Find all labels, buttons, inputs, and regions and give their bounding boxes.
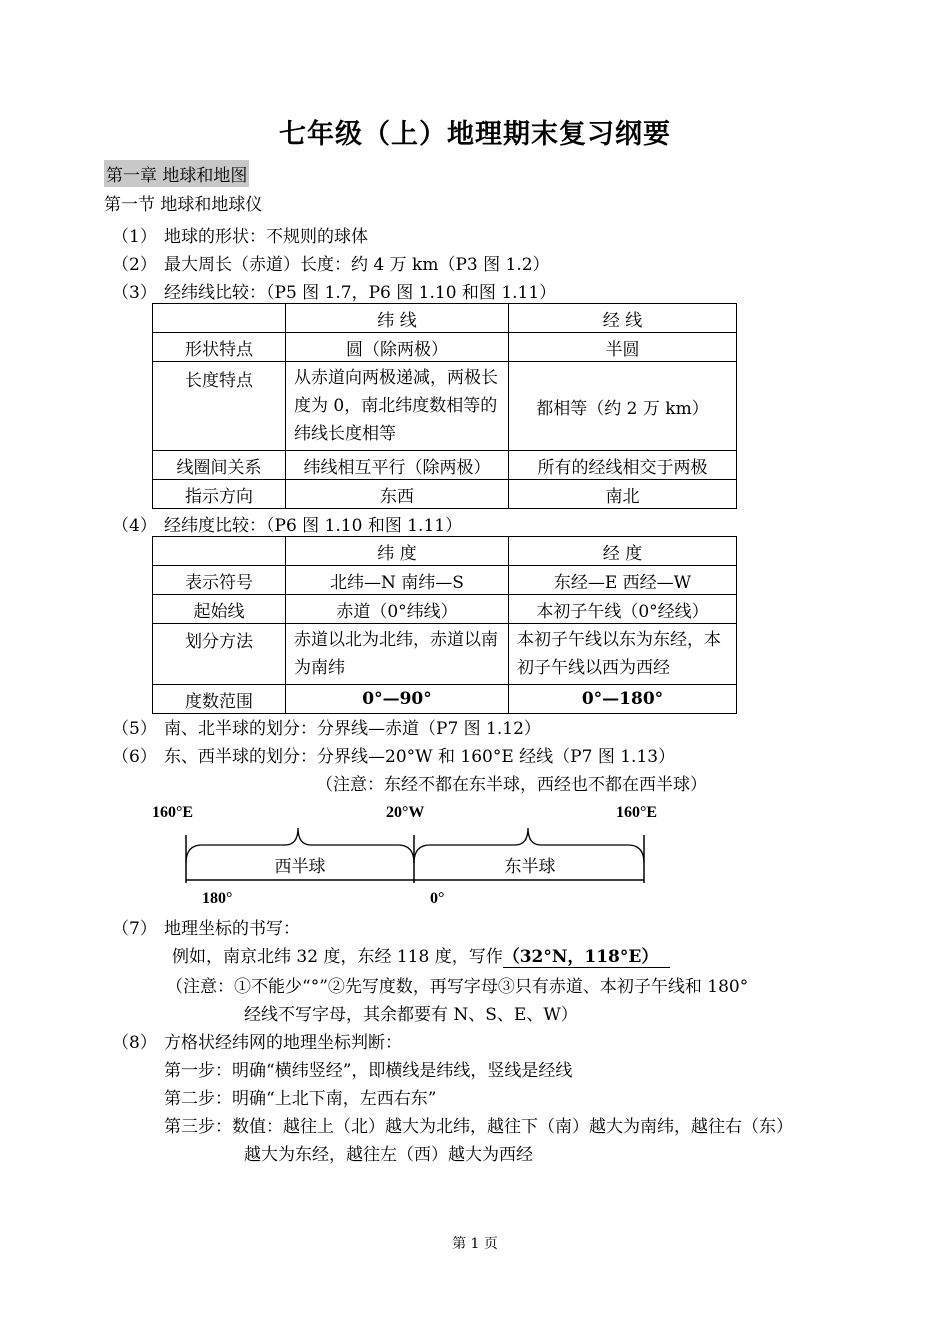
example-text: 例如，南京北纬 32 度，东经 118 度，写作 bbox=[172, 947, 503, 967]
item-text: 经纬线比较：（P5 图 1.7，P6 图 1.10 和图 1.11） bbox=[164, 283, 557, 303]
label-180: 180° bbox=[202, 890, 233, 907]
chapter-heading: 第一章 地球和地图 bbox=[104, 160, 249, 187]
step-3-line-1: 第三步：数值：越往上（北）越大为北纬，越往下（南）越大为南纬，越往右（东） bbox=[164, 1117, 793, 1137]
latitude-longitude-lines-table bbox=[152, 303, 737, 509]
table-row bbox=[153, 624, 737, 685]
longitude-line-cell: 半圆 bbox=[509, 333, 737, 362]
table-header-cell: 经 度 bbox=[509, 537, 737, 566]
west-hemisphere-label: 西半球 bbox=[274, 857, 326, 877]
step-2: 第二步：明确“上北下南，左西右东” bbox=[164, 1089, 437, 1109]
item-number: （3） bbox=[112, 283, 157, 303]
row-label: 长度特点 bbox=[153, 362, 286, 451]
item-text: 最大周长（赤道）长度：约 4 万 km（P3 图 1.2） bbox=[164, 255, 550, 275]
item-7 bbox=[112, 914, 300, 939]
item-7-example bbox=[172, 942, 670, 967]
latitude-degree-cell: 0°—90° bbox=[286, 685, 509, 714]
item-number: （4） bbox=[112, 516, 157, 536]
label-0: 0° bbox=[430, 890, 445, 907]
table-header-cell: 纬 度 bbox=[286, 537, 509, 566]
table-header-row bbox=[153, 537, 737, 566]
table-header-row bbox=[153, 304, 737, 333]
item-6-note: （注意：东经不都在东半球，西经也不都在西半球） bbox=[316, 775, 707, 795]
latitude-line-cell: 纬线相互平行（除两极） bbox=[286, 451, 509, 480]
row-label: 起始线 bbox=[153, 595, 286, 624]
hemisphere-division-diagram bbox=[140, 795, 700, 915]
item-text: 经纬度比较：（P6 图 1.10 和图 1.11） bbox=[164, 516, 463, 536]
latitude-line-cell: 圆（除两极） bbox=[286, 333, 509, 362]
example-coordinate: （32°N，118°E） bbox=[503, 947, 671, 968]
table-row bbox=[153, 566, 737, 595]
latitude-degree-cell: 赤道以北为北纬，赤道以南为南纬 bbox=[286, 624, 509, 685]
item-number: （8） bbox=[112, 1033, 157, 1053]
item-number: （2） bbox=[112, 255, 157, 275]
label-20w: 20°W bbox=[386, 804, 425, 821]
item-text: 地球的形状：不规则的球体 bbox=[164, 227, 368, 247]
table-row bbox=[153, 480, 737, 509]
longitude-degree-cell: 东经—E 西经—W bbox=[509, 566, 737, 595]
table-row bbox=[153, 333, 737, 362]
page-title: 七年级（上）地理期末复习纲要 bbox=[279, 119, 671, 150]
section-heading: 第一节 地球和地球仪 bbox=[104, 195, 263, 215]
item-6 bbox=[112, 742, 675, 767]
item-text: 南、北半球的划分：分界线—赤道（P7 图 1.12） bbox=[164, 719, 541, 739]
longitude-line-cell: 所有的经线相交于两极 bbox=[509, 451, 737, 480]
item-number: （5） bbox=[112, 719, 157, 739]
table-row bbox=[153, 451, 737, 480]
longitude-line-cell: 都相等（约 2 万 km） bbox=[509, 362, 737, 451]
latitude-degree-cell: 赤道（0°纬线） bbox=[286, 595, 509, 624]
row-label: 度数范围 bbox=[153, 685, 286, 714]
row-label: 形状特点 bbox=[153, 333, 286, 362]
table-row bbox=[153, 595, 737, 624]
latitude-degree-cell: 北纬—N 南纬—S bbox=[286, 566, 509, 595]
item-number: （7） bbox=[112, 919, 157, 939]
item-4 bbox=[112, 511, 462, 536]
item-7-note-line-1: （注意：①不能少“°”②先写度数，再写字母③只有赤道、本初子午线和 180° bbox=[166, 977, 749, 997]
latitude-line-cell: 从赤道向两极递减，两极长度为 0，南北纬度数相等的纬线长度相等 bbox=[286, 362, 509, 451]
item-1 bbox=[112, 222, 368, 247]
longitude-line-cell: 南北 bbox=[509, 480, 737, 509]
table-header-cell: 纬 线 bbox=[286, 304, 509, 333]
item-5 bbox=[112, 714, 541, 739]
row-label: 划分方法 bbox=[153, 624, 286, 685]
longitude-degree-cell: 本初子午线（0°经线） bbox=[509, 595, 737, 624]
table-row bbox=[153, 685, 737, 714]
item-number: （6） bbox=[112, 747, 157, 767]
table-row bbox=[153, 362, 737, 451]
table-header-cell bbox=[153, 304, 286, 333]
longitude-degree-cell: 0°—180° bbox=[509, 685, 737, 714]
item-number: （1） bbox=[112, 227, 157, 247]
table-header-cell: 经 线 bbox=[509, 304, 737, 333]
item-text: 东、西半球的划分：分界线—20°W 和 160°E 经线（P7 图 1.13） bbox=[164, 747, 676, 767]
row-label: 表示符号 bbox=[153, 566, 286, 595]
row-label: 线圈间关系 bbox=[153, 451, 286, 480]
item-3 bbox=[112, 278, 556, 303]
item-text: 地理坐标的书写： bbox=[164, 919, 300, 939]
row-label: 指示方向 bbox=[153, 480, 286, 509]
label-160e-right: 160°E bbox=[616, 804, 658, 821]
item-text: 方格状经纬网的地理坐标判断： bbox=[164, 1033, 402, 1053]
step-3-line-2: 越大为东经，越往左（西）越大为西经 bbox=[244, 1145, 533, 1165]
item-2 bbox=[112, 250, 550, 275]
item-8 bbox=[112, 1028, 402, 1053]
table-header-cell bbox=[153, 537, 286, 566]
page-number: 第 1 页 bbox=[452, 1236, 498, 1252]
latitude-longitude-degrees-table bbox=[152, 536, 737, 714]
item-7-note-line-2: 经线不写字母，其余都要有 N、S、E、W） bbox=[244, 1005, 578, 1025]
step-1: 第一步：明确“横纬竖经”，即横线是纬线，竖线是经线 bbox=[164, 1061, 573, 1081]
latitude-line-cell: 东西 bbox=[286, 480, 509, 509]
east-hemisphere-label: 东半球 bbox=[504, 857, 556, 877]
longitude-degree-cell: 本初子午线以东为东经，本初子午线以西为西经 bbox=[509, 624, 737, 685]
label-160e-left: 160°E bbox=[152, 804, 194, 821]
